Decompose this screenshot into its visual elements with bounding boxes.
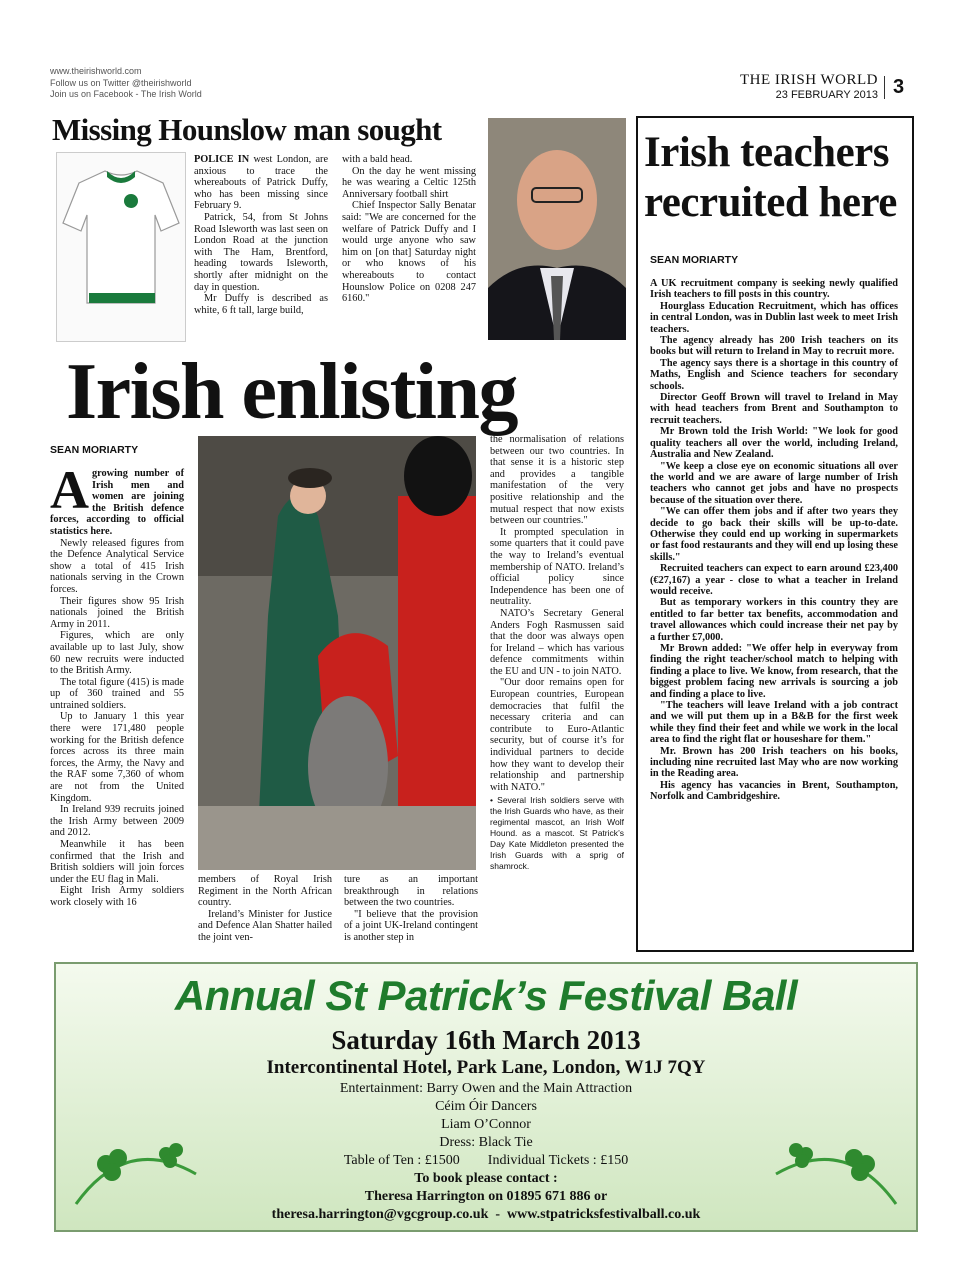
enlisting-para: It prompted speculation in some quarters that it could pave the way to Ireland’s eventual membership of NATO. Ireland’s official policy since Independence has been one of neutrality. bbox=[490, 526, 624, 608]
teachers-body bbox=[650, 278, 898, 803]
teachers-para: Mr. Brown has 200 Irish teachers on his books, including nine recruited last May who are now working in the Reading area. bbox=[650, 745, 898, 780]
enlisting-para: In Ireland 939 recruits joined the Irish Army between 2009 and 2012. bbox=[50, 804, 184, 839]
ad-contact: Theresa Harrington on 01895 671 886 or bbox=[364, 1189, 608, 1204]
missing-man-photo bbox=[488, 118, 626, 340]
enlisting-para: Up to January 1 this year there were 171,480 people working for the British defence forces across its three main forces, the Army, the Navy and the RAF some 7,360 of whom are not from the United Kingdom. bbox=[50, 711, 184, 804]
hounslow-p1: west London, are anxious to trace the whereabouts of Patrick Duffy, who has been missing since February 9. bbox=[194, 154, 329, 212]
teachers-para: "The teachers will leave Ireland with a job contract and we will put them up in a B&B for the first week while they find their feet and while we work in the local area to find the right flat or houseshare for them." bbox=[650, 700, 898, 746]
page-number: 3 bbox=[884, 76, 904, 99]
facebook-link[interactable]: Join us on Facebook - The Irish World bbox=[50, 89, 202, 99]
ad-date: Saturday 16th March 2013 bbox=[331, 1025, 641, 1055]
enlisting-col-4 bbox=[490, 434, 624, 872]
enlisting-para: members of Royal Irish Regiment in the North African country. bbox=[198, 874, 332, 909]
enlisting-para: "Our door remains open for European countries, European democracies that fulfil the necessary criteria and can contribute to Euro-Atlantic security, but of course it’s for individual partners to decide how they want to develop their relationship and partnership with NATO." bbox=[490, 677, 624, 793]
teachers-para: His agency has vacancies in Brent, Southampton, Norfolk and Cambridgeshire. bbox=[650, 779, 898, 803]
enlisting-para: The total figure (415) is made up of 360 trained and 55 untrained soldiers. bbox=[50, 676, 184, 711]
hounslow-p6: Chief Inspector Sally Benatar said: "We are concerned for the welfare of Patrick Duffy and I would urge anyone who saw him on [on that] Saturday night or who knows of his whereabouts to contact Hounslow Police on 0208 247 6160." bbox=[342, 200, 476, 305]
hounslow-col-1 bbox=[194, 154, 328, 316]
teachers-para: "We can offer them jobs and if after two years they decide to go back their skills will be up-to-date. Otherwise they could end up working in supermarkets or fast food restaurants and they will end up losing these skills." bbox=[650, 506, 898, 563]
enlisting-para: Ireland’s Minister for Justice and Defence Alan Shatter hailed the joint ven- bbox=[198, 908, 332, 943]
publication-name: THE IRISH WORLD bbox=[739, 72, 878, 88]
teachers-byline: SEAN MORIARTY bbox=[650, 254, 739, 266]
website-link[interactable]: www.theirishworld.com bbox=[50, 66, 142, 76]
enlisting-para: Meanwhile it has been confirmed that the Irish and British soldiers will join forces under the EU flag in Mali. bbox=[50, 839, 184, 885]
ad-tickets: Table of Ten : £1500 Individual Tickets : £150 bbox=[343, 1153, 629, 1168]
enlisting-col-1 bbox=[50, 460, 184, 909]
enlisting-byline: SEAN MORIARTY bbox=[50, 444, 139, 456]
hounslow-p3: Mr Duffy is described as white, 6 ft tall, large build, bbox=[194, 293, 328, 316]
hounslow-col-2 bbox=[342, 154, 476, 305]
enlisting-para: the normalisation of relations between our two countries. In that sense it is a historic step and provides a tangible manifestation of the very positive relationship and the mutual respect that now exists between our countries." bbox=[490, 434, 624, 527]
teachers-para: The agency says there is a shortage in this country of Maths, English and Science teachers for secondary schools. bbox=[650, 357, 898, 392]
hounslow-p2: Patrick, 54, from St Johns Road Isleworth was last seen on London Road at the junction with The Ham, Brentford, heading towards Isleworth, shortly after midnight on the day in question. bbox=[194, 211, 328, 293]
hounslow-lead: POLICE IN bbox=[194, 154, 250, 165]
dropcap: A bbox=[50, 460, 89, 520]
teachers-para: Mr Brown told the Irish World: "We look for good quality teachers all over the world, including Ireland, Australia and New Zealand. bbox=[650, 426, 898, 461]
teachers-para: But as temporary workers in this country they are entitled to far better tax benefits, accommodation and travel allowances which could increase their net pay by a further £7,000. bbox=[650, 597, 898, 643]
ad-title: Annual St Patrick’s Festival Ball bbox=[174, 972, 798, 1019]
masthead-links bbox=[50, 66, 202, 101]
shamrock-swirl-right-icon bbox=[766, 1114, 906, 1220]
enlisting-para: "I believe that the provision of a joint UK-Ireland contingent is another step in bbox=[344, 908, 478, 943]
enlisting-para: Eight Irish Army soldiers work closely with 16 bbox=[50, 885, 184, 908]
photo-caption: • Several Irish soldiers serve with the Irish Guards who have, as their regimental mascot, an Irish Wolf Hound. as a mascot. St Patrick’s Day Kate Middleton presented the Irish Guards with a sprig of shamrock. bbox=[490, 795, 624, 872]
enlisting-headline: Irish enlisting bbox=[66, 348, 517, 436]
teachers-para: Mr Brown added: "We offer help in everyway from finding the right teacher/school match to helping with finding a place to live. We know, from research, that the biggest problem facing new arrivals is sourcing a job and finding a place to live. bbox=[650, 643, 898, 700]
twitter-link[interactable]: Follow us on Twitter @theirishworld bbox=[50, 77, 192, 88]
ad-dress-code: Dress: Black Tie bbox=[439, 1135, 533, 1150]
teachers-para: Hourglass Education Recruitment, which has offices in central London, was in Dublin last week to meet Irish teachers. bbox=[650, 300, 898, 335]
enlisting-col-3 bbox=[344, 874, 478, 944]
teachers-para: A UK recruitment company is seeking newly qualified Irish teachers to fill posts in this country. bbox=[650, 278, 898, 301]
football-shirt-photo bbox=[56, 152, 186, 342]
ad-entertainment: Entertainment: Barry Owen and the Main Attraction bbox=[339, 1081, 633, 1096]
ad-book: To book please contact : bbox=[414, 1171, 558, 1186]
hounslow-p5: On the day he went missing he was wearing a Celtic 125th Anniversary football shirt bbox=[342, 165, 476, 200]
teachers-para: Director Geoff Brown will travel to Ireland in May with head teachers from Brent and Southampton to recruit teachers. bbox=[650, 392, 898, 426]
teachers-headline: Irish teachers recruited here bbox=[644, 129, 897, 226]
hounslow-p4: with a bald head. bbox=[342, 154, 413, 165]
enlisting-lead: growing number of Irish men and women are joining the British defence forces, according to official statistics here. bbox=[50, 468, 184, 537]
hounslow-headline: Missing Hounslow man sought bbox=[52, 112, 442, 147]
ad-act: Liam O’Connor bbox=[441, 1117, 531, 1132]
teachers-para: "We keep a close eye on economic situations all over the world and we are aware of large number of Irish teachers who cannot get jobs and have no prospects because of the situation over there. bbox=[650, 460, 898, 506]
ad-links[interactable]: theresa.harrington@vgcgroup.co.uk - www.stpatricksfestivalball.co.uk bbox=[271, 1207, 701, 1222]
ad-venue: Intercontinental Hotel, Park Lane, London, W1J 7QY bbox=[266, 1057, 706, 1078]
teachers-box bbox=[636, 116, 914, 952]
ad-act: Céim Óir Dancers bbox=[435, 1099, 537, 1114]
enlisting-para: ture as an important breakthrough in relations between the two countries. bbox=[344, 874, 478, 909]
enlisting-para: NATO’s Secretary General Anders Fogh Rasmussen said that the door was always open for Ireland – which has various defence commitments within the EU and UN - to join NATO. bbox=[490, 607, 624, 677]
kate-middleton-guards-photo bbox=[198, 436, 476, 870]
shamrock-swirl-left-icon bbox=[66, 1114, 206, 1220]
enlisting-para: Their figures show 95 Irish nationals joined the British Army in 2011. bbox=[50, 595, 184, 630]
issue-date: 23 FEBRUARY 2013 bbox=[775, 89, 878, 101]
enlisting-col-2 bbox=[198, 874, 332, 944]
publication-header bbox=[740, 72, 878, 101]
teachers-para: Recruited teachers can expect to earn around £23,400 (€27,167) a year - close to what a teacher in Ireland would receive. bbox=[650, 563, 898, 597]
enlisting-para: Figures, which are only available up to last July, show 60 new recruits were inducted to the British Army. bbox=[50, 630, 184, 677]
enlisting-para: Newly released figures from the Defence Analytical Service show a total of 415 Irish nationals serving in the Crown forces. bbox=[50, 537, 184, 595]
teachers-para: The agency already has 200 Irish teachers on its books but will return to Ireland in May to recruit more. bbox=[650, 335, 898, 358]
festival-ball-ad bbox=[54, 962, 918, 1232]
